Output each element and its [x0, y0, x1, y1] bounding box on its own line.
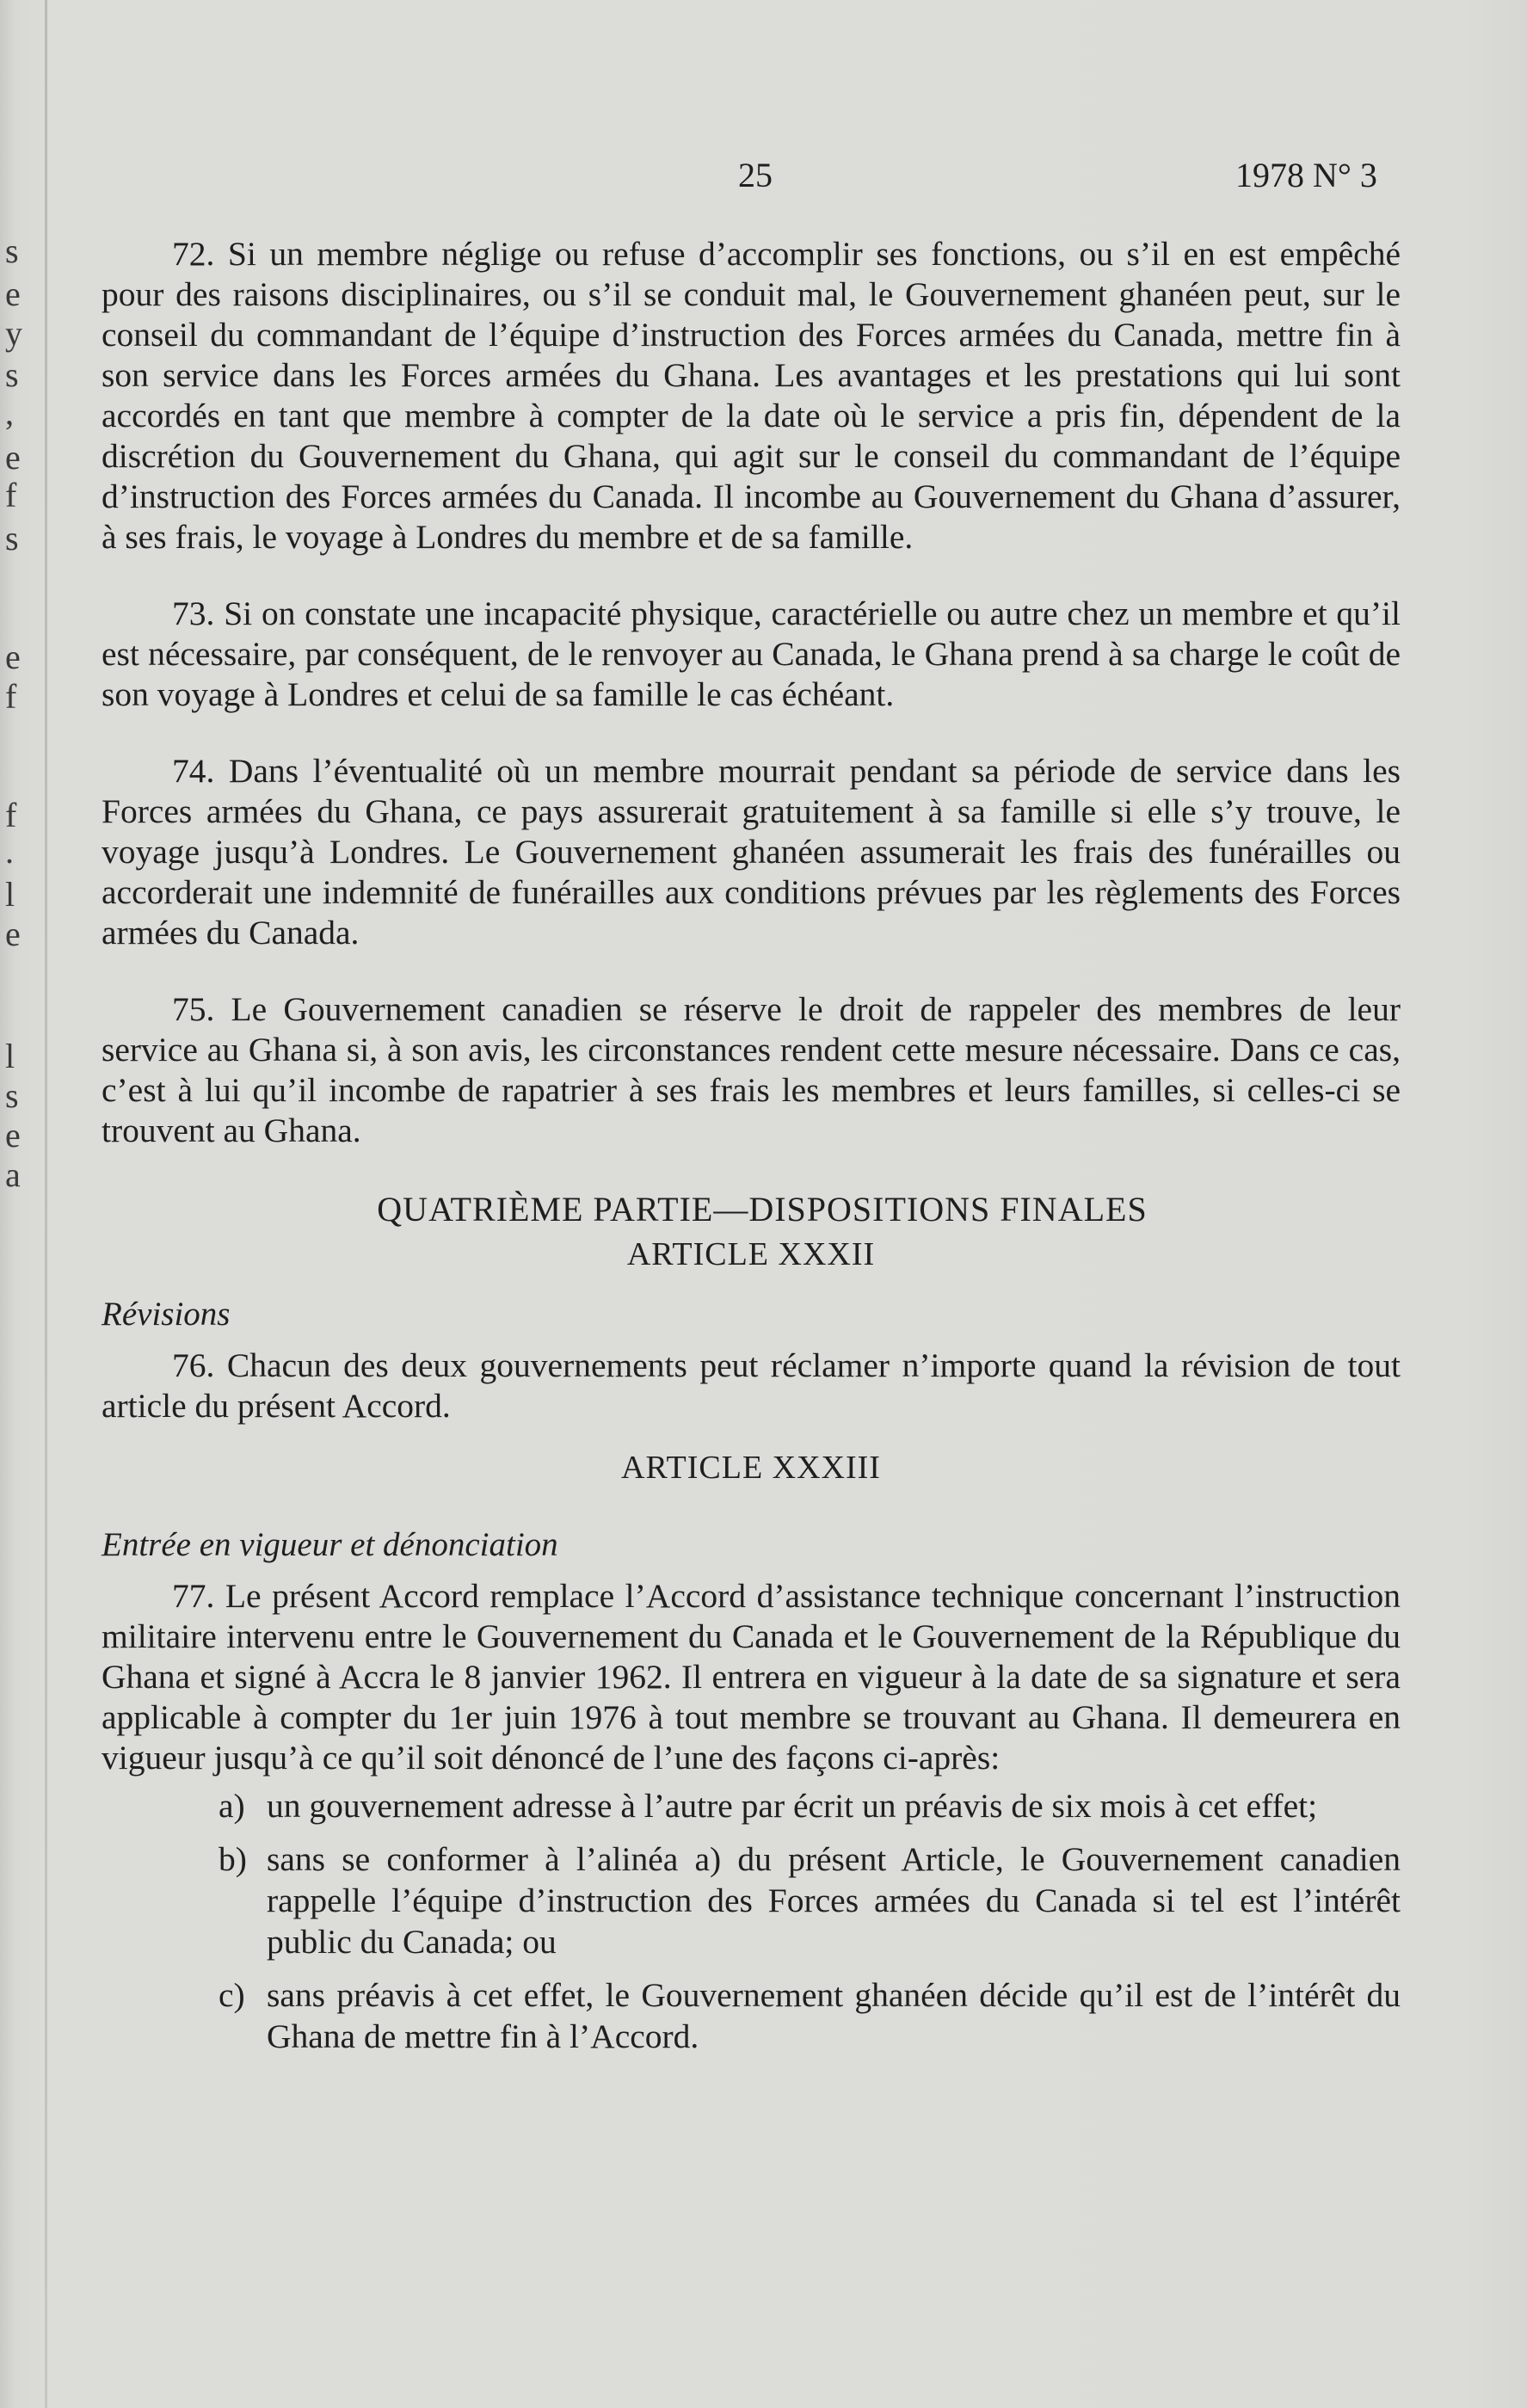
list-item-label: c) — [219, 1976, 245, 2014]
list-item-label: b) — [219, 1840, 247, 1878]
margin-fragment: e — [5, 915, 21, 953]
paragraph-74: 74. Dans l’éventualité où un membre mourrait pendant sa période de service dans les Forces armées du Ghana, ce pays assurerait gratuitement à sa famille si elle s’y trouve, le voyage jusqu’à Londres. Le Gouvernement ghanéen assumerait les frais des funérailles ou accorderait une indemnité de funérailles aux conditions prévues par les règlements des Forces armées du Canada. — [102, 752, 1401, 951]
paragraph-73: 73. Si on constate une incapacité physique, caractérielle ou autre chez un membre et qu’il est nécessaire, par conséquent, de le renvoyer au Canada, le Ghana prend à sa charge le coût de son voyage à Londres et celui de sa famille le cas échéant. — [102, 594, 1401, 713]
list-item-text: sans préavis à cet effet, le Gouvernement ghanéen décide qu’il est de l’intérêt du Ghana de mettre fin à l’Accord. — [267, 1976, 1401, 2055]
list-item-text: un gouvernement adresse à l’autre par écrit un préavis de six mois à cet effet; — [267, 1787, 1318, 1825]
margin-fragment: y — [5, 314, 22, 353]
paragraph-72: 72. Si un membre néglige ou refuse d’accomplir ses fonctions, ou s’il en est empêché pour des raisons disciplinaires, ou s’il se conduit mal, le Gouvernement ghanéen peut, sur le conseil du commandant de l’équipe d’instruction des Forces armées du Canada, mettre fin à son service dans les Forces armées du Ghana. Les avantages et les prestations qui lui sont accordés en tant que membre à compter de la date où le service a pris fin, dépendent de la discrétion du Gouvernement du Ghana, qui agit sur le conseil du commandant de l’équipe d’instruction des Forces armées du Canada. Il incombe au Gouvernement du Ghana d’assurer, à ses frais, le voyage à Londres du membre et de sa famille. — [102, 235, 1401, 556]
left-margin-fragments — [0, 0, 34, 2408]
margin-fragment: s — [5, 355, 19, 394]
margin-fragment: f — [5, 476, 17, 514]
list-item-text: sans se conformer à l’alinéa a) du présent Article, le Gouvernement canadien rappelle l’équipe d’instruction des Forces armées du Canada si tel est l’intérêt public du Canada; ou — [267, 1840, 1401, 1961]
page-number: 25 — [738, 156, 773, 194]
margin-fragment: e — [5, 1116, 21, 1155]
list-item — [102, 1785, 1401, 1826]
article-33-subtitle: Entrée en vigueur et dénonciation — [102, 1526, 558, 1563]
margin-fragment: f — [5, 677, 17, 716]
margin-fragment: s — [5, 519, 19, 557]
article-33-title: ARTICLE XXXIII — [621, 1450, 881, 1486]
margin-fragment: s — [5, 1076, 19, 1115]
document-body — [102, 234, 1401, 2069]
margin-fragment: e — [5, 637, 21, 676]
termination-list — [102, 1785, 1401, 2057]
list-item-label: a) — [219, 1787, 245, 1825]
part-title: QUATRIÈME PARTIE—DISPOSITIONS FINALES — [377, 1190, 1148, 1229]
margin-fragment: , — [5, 393, 14, 432]
margin-fragment: f — [5, 796, 17, 834]
margin-fragment: e — [5, 438, 21, 477]
article-32-subtitle: Révisions — [102, 1296, 231, 1333]
margin-fragment: s — [5, 231, 19, 270]
margin-fragment: e — [5, 274, 21, 313]
list-item — [102, 1838, 1401, 1962]
list-item — [102, 1974, 1401, 2057]
page-header — [0, 155, 1527, 206]
paragraph-76: 76. Chacun des deux gouvernements peut réclamer n’importe quand la révision de tout article du présent Accord. — [102, 1346, 1401, 1425]
article-32-title: ARTICLE XXXII — [626, 1236, 876, 1272]
paragraph-77: 77. Le présent Accord remplace l’Accord d’assistance technique concernant l’instruction militaire intervenu entre le Gouvernement du Canada et le Gouvernement de la République du Ghana et signé à Accra le 8 janvier 1962. Il entrera en vigueur à la date de sa signature et sera applicable à compter du 1er juin 1976 à tout membre se trouvant au Ghana. Il demeurera en vigueur jusqu’à ce qu’il soit dénoncé de l’une des façons ci-après: — [102, 1577, 1401, 1777]
margin-fragment: a — [5, 1155, 21, 1194]
document-reference: 1978 N° 3 — [1235, 156, 1377, 194]
paragraph-75: 75. Le Gouvernement canadien se réserve le droit de rappeler des membres de leur service au Ghana si, à son avis, les circonstances rendent cette mesure nécessaire. Dans ce cas, c’est à lui qu’il incombe de rapatrier à ses frais les membres et leurs familles, si celles-ci se trouvent au Ghana. — [102, 990, 1401, 1149]
binding-gutter — [45, 0, 47, 2408]
margin-fragment: l — [5, 1037, 15, 1075]
margin-fragment: . — [5, 832, 14, 871]
margin-fragment: l — [5, 875, 15, 914]
